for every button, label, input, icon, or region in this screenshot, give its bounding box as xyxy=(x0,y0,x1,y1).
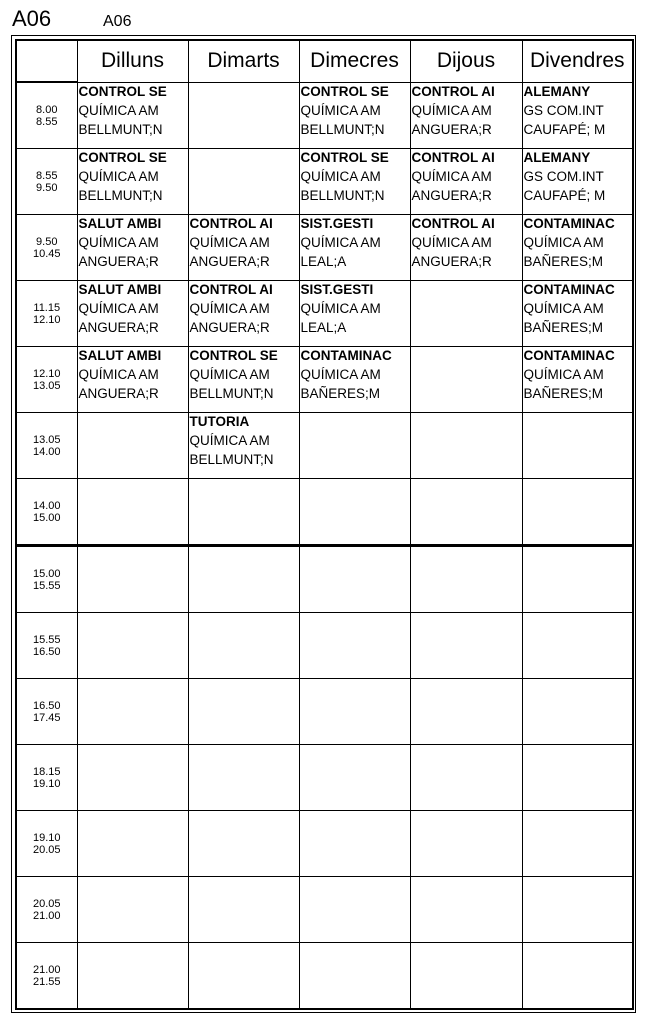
class-group: QUÍMICA AM xyxy=(300,235,381,250)
time-slot-row xyxy=(16,877,633,943)
time-cell xyxy=(16,82,77,149)
class-cell xyxy=(410,943,522,1010)
slot-start: 8.00 xyxy=(36,103,58,116)
slot-end: 21.55 xyxy=(32,975,61,988)
day-header: Divendres xyxy=(522,40,633,82)
class-teacher: BAÑERES;M xyxy=(523,254,604,269)
class-cell xyxy=(77,811,188,877)
time-cell xyxy=(16,613,77,679)
day-header: Dilluns xyxy=(77,40,188,82)
class-teacher: BELLMUNT;N xyxy=(189,386,274,401)
time-cell xyxy=(16,215,77,281)
class-subject: CONTROL SE xyxy=(300,83,389,99)
class-cell xyxy=(188,281,299,347)
class-teacher: BELLMUNT;N xyxy=(78,188,163,203)
class-cell xyxy=(77,413,188,479)
class-subject: CONTROL SE xyxy=(78,83,167,99)
class-cell xyxy=(77,877,188,943)
day-header: Dijous xyxy=(410,40,522,82)
class-subject: SALUT AMBI xyxy=(78,282,162,297)
time-cell xyxy=(16,281,77,347)
class-entry xyxy=(411,215,522,271)
class-subject: CONTROL AI xyxy=(189,216,273,231)
class-cell xyxy=(188,943,299,1010)
slot-start: 11.15 xyxy=(33,301,61,314)
class-group: QUÍMICA AM xyxy=(411,102,492,118)
class-cell xyxy=(410,613,522,679)
class-subject: CONTAMINAC xyxy=(300,348,392,363)
class-cell xyxy=(188,613,299,679)
class-entry xyxy=(78,347,188,403)
time-cell xyxy=(16,943,77,1010)
slot-start: 12.10 xyxy=(32,367,61,380)
class-teacher: ANGUERA;R xyxy=(78,320,159,335)
class-teacher: ANGUERA;R xyxy=(411,121,492,137)
slot-start: 16.50 xyxy=(32,699,61,712)
day-header: Dimecres xyxy=(299,40,410,82)
class-teacher: CAUFAPÉ; M xyxy=(523,121,606,137)
time-cell xyxy=(16,877,77,943)
time-slot-row xyxy=(16,149,633,215)
time-slot-row xyxy=(16,811,633,877)
class-cell xyxy=(77,215,188,281)
class-cell xyxy=(299,613,410,679)
class-subject: CONTAMINAC xyxy=(523,216,615,231)
time-cell xyxy=(16,347,77,413)
class-cell xyxy=(299,347,410,413)
time-cell xyxy=(16,546,77,613)
class-subject: CONTAMINAC xyxy=(523,348,615,363)
class-teacher: ANGUERA;R xyxy=(411,188,492,203)
slot-start: 8.55 xyxy=(36,169,58,182)
class-group: QUÍMICA AM xyxy=(189,367,270,382)
class-cell xyxy=(188,877,299,943)
class-teacher: BELLMUNT;N xyxy=(300,121,385,137)
class-cell xyxy=(188,413,299,479)
class-cell xyxy=(77,613,188,679)
class-cell xyxy=(77,281,188,347)
class-group: QUÍMICA AM xyxy=(78,301,159,316)
time-cell xyxy=(16,413,77,479)
class-entry xyxy=(523,83,633,139)
slot-start: 15.00 xyxy=(32,567,61,580)
class-cell xyxy=(299,943,410,1010)
time-cell xyxy=(16,149,77,215)
class-cell xyxy=(522,215,633,281)
time-slot-row xyxy=(16,613,633,679)
class-cell xyxy=(410,347,522,413)
class-cell xyxy=(299,215,410,281)
class-cell xyxy=(299,413,410,479)
class-teacher: LEAL;A xyxy=(300,254,347,269)
class-cell xyxy=(410,811,522,877)
class-cell xyxy=(522,82,633,149)
class-subject: TUTORIA xyxy=(189,414,250,429)
class-subject: CONTROL AI xyxy=(411,216,495,231)
time-slot-row xyxy=(16,347,633,413)
slot-end: 21.00 xyxy=(32,909,61,922)
class-entry xyxy=(189,347,299,403)
class-group: QUÍMICA AM xyxy=(78,235,159,250)
class-group: QUÍMICA AM xyxy=(78,367,159,382)
class-group: QUÍMICA AM xyxy=(300,102,381,118)
slot-end: 14.00 xyxy=(32,445,61,458)
class-cell xyxy=(522,347,633,413)
slot-end: 15.55 xyxy=(32,579,61,592)
class-subject: ALEMANY xyxy=(523,83,591,99)
class-cell xyxy=(299,281,410,347)
time-cell xyxy=(16,811,77,877)
slot-end: 9.50 xyxy=(36,181,58,194)
class-cell xyxy=(77,347,188,413)
slot-start: 18.15 xyxy=(32,765,61,778)
header-row xyxy=(16,40,633,82)
class-entry xyxy=(78,215,188,271)
slot-start: 21.00 xyxy=(32,963,61,976)
class-entry xyxy=(78,149,188,205)
time-slot-row xyxy=(16,281,633,347)
class-cell xyxy=(410,546,522,613)
class-subject: SIST.GESTI xyxy=(300,216,374,231)
class-cell xyxy=(410,215,522,281)
class-cell xyxy=(299,82,410,149)
class-cell xyxy=(522,281,633,347)
corner-cell xyxy=(16,40,77,82)
class-cell xyxy=(299,149,410,215)
slot-end: 12.10 xyxy=(32,313,61,326)
class-group: QUÍMICA AM xyxy=(189,301,270,316)
class-group: GS COM.INT xyxy=(523,102,604,118)
class-cell xyxy=(410,82,522,149)
class-cell xyxy=(410,745,522,811)
class-cell xyxy=(188,745,299,811)
class-subject: CONTROL AI xyxy=(189,282,273,297)
class-group: QUÍMICA AM xyxy=(300,169,381,184)
time-cell xyxy=(16,679,77,745)
class-group: QUÍMICA AM xyxy=(523,235,604,250)
time-slot-row xyxy=(16,479,633,546)
time-slot-row xyxy=(16,215,633,281)
time-cell xyxy=(16,745,77,811)
slot-end: 13.05 xyxy=(32,379,61,392)
class-entry xyxy=(189,413,299,469)
class-entry xyxy=(523,281,633,337)
class-cell xyxy=(522,546,633,613)
class-cell xyxy=(77,679,188,745)
class-subject: CONTROL AI xyxy=(411,150,495,165)
class-entry xyxy=(300,347,410,403)
class-entry xyxy=(300,281,410,337)
time-slot-row xyxy=(16,943,633,1010)
class-cell xyxy=(522,149,633,215)
slot-start: 9.50 xyxy=(36,235,58,248)
class-cell xyxy=(410,679,522,745)
class-cell xyxy=(188,546,299,613)
class-group: QUÍMICA AM xyxy=(189,433,270,448)
class-teacher: BAÑERES;M xyxy=(300,386,381,401)
class-cell xyxy=(299,679,410,745)
class-entry xyxy=(300,149,410,205)
class-cell xyxy=(522,745,633,811)
class-group: QUÍMICA AM xyxy=(189,235,270,250)
class-teacher: BELLMUNT;N xyxy=(189,452,274,467)
class-teacher: BELLMUNT;N xyxy=(300,188,385,203)
class-cell xyxy=(410,149,522,215)
class-cell xyxy=(188,82,299,149)
class-cell xyxy=(188,347,299,413)
class-cell xyxy=(410,281,522,347)
class-group: QUÍMICA AM xyxy=(523,301,604,316)
class-group: QUÍMICA AM xyxy=(300,367,381,382)
slot-start: 14.00 xyxy=(32,499,61,512)
time-slot-row xyxy=(16,546,633,613)
class-cell xyxy=(410,479,522,546)
class-cell xyxy=(77,479,188,546)
class-entry xyxy=(189,215,299,271)
class-entry xyxy=(523,347,633,403)
time-slot-row xyxy=(16,745,633,811)
class-entry xyxy=(78,281,188,337)
class-cell xyxy=(522,811,633,877)
class-cell xyxy=(299,546,410,613)
class-teacher: ANGUERA;R xyxy=(189,254,270,269)
class-entry xyxy=(189,281,299,337)
class-cell xyxy=(522,479,633,546)
class-group: QUÍMICA AM xyxy=(411,235,492,250)
class-cell xyxy=(522,943,633,1010)
room-subtitle: A06 xyxy=(103,13,132,30)
slot-end: 19.10 xyxy=(32,777,61,790)
class-teacher: ANGUERA;R xyxy=(411,254,492,269)
class-entry xyxy=(300,215,410,271)
class-teacher: ANGUERA;R xyxy=(189,320,270,335)
class-group: QUÍMICA AM xyxy=(78,169,159,184)
slot-end: 20.05 xyxy=(32,843,61,856)
class-group: QUÍMICA AM xyxy=(78,102,159,118)
class-cell xyxy=(188,811,299,877)
class-entry xyxy=(523,215,633,271)
time-cell xyxy=(16,479,77,546)
time-slot-row xyxy=(16,82,633,149)
class-cell xyxy=(410,413,522,479)
class-group: QUÍMICA AM xyxy=(300,301,381,316)
class-cell xyxy=(299,811,410,877)
class-cell xyxy=(299,877,410,943)
class-cell xyxy=(522,877,633,943)
time-slot-row xyxy=(16,679,633,745)
class-cell xyxy=(77,943,188,1010)
class-cell xyxy=(522,413,633,479)
class-cell xyxy=(188,215,299,281)
class-teacher: ANGUERA;R xyxy=(78,254,159,269)
day-header: Dimarts xyxy=(188,40,299,82)
class-teacher: BAÑERES;M xyxy=(523,320,604,335)
class-cell xyxy=(77,149,188,215)
class-cell xyxy=(77,546,188,613)
class-cell xyxy=(410,877,522,943)
class-teacher: ANGUERA;R xyxy=(78,386,159,401)
class-entry xyxy=(411,149,522,205)
class-subject: CONTROL AI xyxy=(411,83,495,99)
class-subject: CONTROL SE xyxy=(189,348,278,363)
time-slot-row xyxy=(16,413,633,479)
class-subject: CONTROL SE xyxy=(300,150,389,165)
class-cell xyxy=(188,679,299,745)
slot-start: 15.55 xyxy=(32,633,61,646)
slot-end: 10.45 xyxy=(32,247,61,260)
class-group: QUÍMICA AM xyxy=(411,169,492,184)
class-teacher: BELLMUNT;N xyxy=(78,121,163,137)
slot-end: 15.00 xyxy=(32,511,61,524)
slot-start: 20.05 xyxy=(32,897,61,910)
class-entry xyxy=(78,83,188,139)
class-subject: SALUT AMBI xyxy=(78,216,162,231)
class-cell xyxy=(77,82,188,149)
class-subject: SIST.GESTI xyxy=(300,282,374,297)
slot-start: 19.10 xyxy=(32,831,61,844)
slot-end: 17.45 xyxy=(32,711,61,724)
class-subject: SALUT AMBI xyxy=(78,348,162,363)
slot-end: 16.50 xyxy=(32,645,61,658)
class-entry xyxy=(300,83,410,139)
class-cell xyxy=(299,745,410,811)
timetable xyxy=(15,39,634,1010)
class-group: QUÍMICA AM xyxy=(523,367,604,382)
class-cell xyxy=(522,679,633,745)
class-teacher: CAUFAPÉ; M xyxy=(523,188,606,203)
class-subject: ALEMANY xyxy=(523,150,591,165)
class-cell xyxy=(77,745,188,811)
slot-start: 13.05 xyxy=(32,433,61,446)
class-teacher: LEAL;A xyxy=(300,320,347,335)
class-subject: CONTAMINAC xyxy=(523,282,615,297)
class-cell xyxy=(188,149,299,215)
class-group: GS COM.INT xyxy=(523,169,604,184)
class-cell xyxy=(299,479,410,546)
class-subject: CONTROL SE xyxy=(78,150,167,165)
slot-end: 8.55 xyxy=(36,115,58,128)
room-title: A06 xyxy=(12,6,52,31)
class-entry xyxy=(523,149,633,205)
class-entry xyxy=(411,83,522,139)
class-cell xyxy=(522,613,633,679)
class-cell xyxy=(188,479,299,546)
class-teacher: BAÑERES;M xyxy=(523,386,604,401)
